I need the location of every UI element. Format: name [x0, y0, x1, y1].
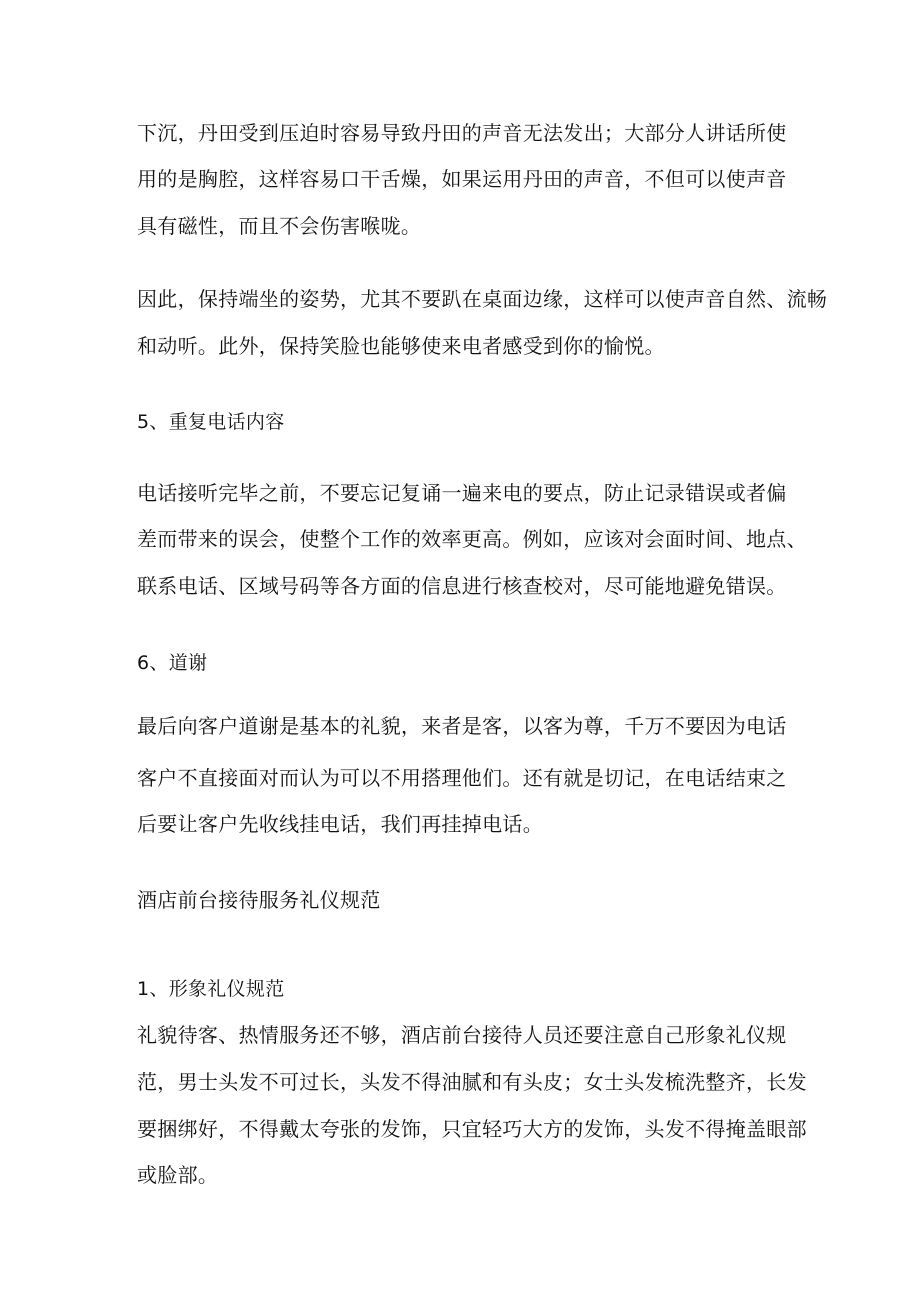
paragraph-3-line-2: 差而带来的误会，使整个工作的效率更高。例如，应该对会面时间、地点、 — [137, 527, 807, 551]
paragraph-4-line-3: 后要让客户先收线挂电话，我们再挂掉电话。 — [137, 812, 543, 836]
paragraph-1-line-3: 具有磁性，而且不会伤害喉咙。 — [137, 214, 422, 238]
document-title: 酒店前台接待服务礼仪规范 — [137, 888, 381, 912]
paragraph-4-line-2: 客户不直接面对而认为可以不用搭理他们。还有就是切记，在电话结束之 — [137, 766, 787, 790]
paragraph-5-line-3: 要捆绑好，不得戴太夸张的发饰，只宜轻巧大方的发饰，头发不得掩盖眼部 — [137, 1117, 807, 1141]
paragraph-1-line-1: 下沉，丹田受到压迫时容易导致丹田的声音无法发出；大部分人讲话所使 — [137, 121, 787, 145]
paragraph-3-line-1: 电话接听完毕之前，不要忘记复诵一遍来电的要点，防止记录错误或者偏 — [137, 481, 787, 505]
paragraph-2-line-1: 因此，保持端坐的姿势，尤其不要趴在桌面边缘，这样可以使声音自然、流畅 — [137, 287, 828, 311]
paragraph-3-line-3: 联系电话、区域号码等各方面的信息进行核查校对，尽可能地避免错误。 — [137, 574, 787, 598]
paragraph-5-line-1: 礼貌待客、热情服务还不够，酒店前台接待人员还要注意自己形象礼仪规 — [137, 1023, 787, 1047]
paragraph-5-line-4: 或脸部。 — [137, 1163, 219, 1187]
section-heading-1: 1、形象礼仪规范 — [137, 978, 285, 1000]
paragraph-1-line-2: 用的是胸腔，这样容易口干舌燥，如果运用丹田的声音，不但可以使声音 — [137, 167, 787, 191]
section-heading-6: 6、道谢 — [137, 652, 208, 674]
section-heading-5: 5、重复电话内容 — [137, 411, 285, 433]
document-page — [137, 0, 828, 1301]
paragraph-2-line-2: 和动听。此外，保持笑脸也能够使来电者感受到你的愉悦。 — [137, 334, 665, 358]
paragraph-4-line-1: 最后向客户道谢是基本的礼貌，来者是客，以客为尊，千万不要因为电话 — [137, 714, 787, 738]
paragraph-5-line-2: 范，男士头发不可过长，头发不得油腻和有头皮；女士头发梳洗整齐，长发 — [137, 1070, 807, 1094]
